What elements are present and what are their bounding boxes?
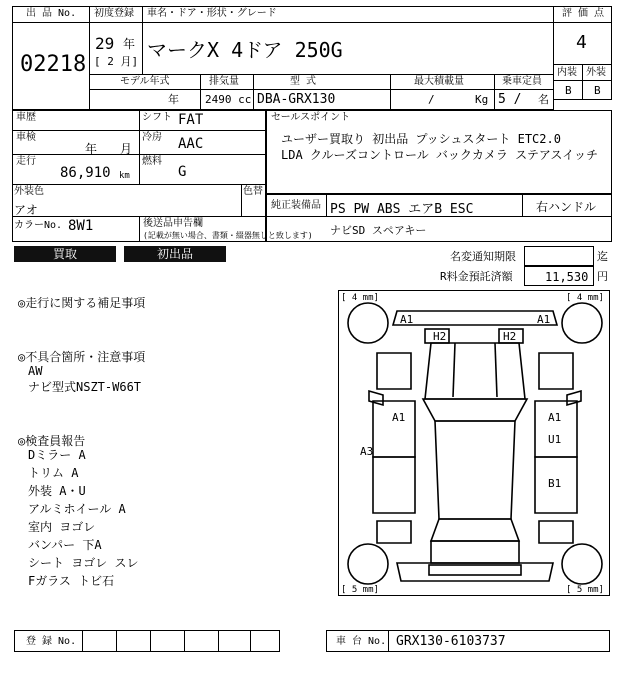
mark-left-front-door: A1 <box>392 411 406 424</box>
mark-right-door-u: U1 <box>548 433 562 446</box>
mark-right-rear: B1 <box>548 477 562 490</box>
purchase-badge: 買取 <box>14 246 116 262</box>
damage-diagram <box>338 290 610 596</box>
name-change-deadline-box <box>524 246 594 266</box>
ac-label: 冷房 <box>142 132 162 143</box>
mark-left-side: A3 <box>360 445 374 458</box>
equipment-label: 純正装備品 <box>271 200 321 211</box>
mark-headlight-right: H2 <box>503 330 517 343</box>
mark-headlight-left: H2 <box>433 330 447 343</box>
fuel: G <box>178 164 187 180</box>
mark-right-front-door: A1 <box>548 411 562 424</box>
name-change-deadline-label: 名変通知期限 <box>450 250 516 263</box>
exterior-grade: B <box>594 84 601 97</box>
capacity: 5 / <box>498 92 522 107</box>
chassis-number: GRX130-6103737 <box>396 634 506 649</box>
first-reg-year-unit: 年 <box>123 37 136 51</box>
mileage-label: 走行 <box>16 156 36 167</box>
max-load-unit: Kg <box>475 93 489 106</box>
sales-points-line1: ユーザー買取り 初出品 プッシュスタート ETC2.0 <box>281 132 561 146</box>
inspection-month: 月 <box>120 142 133 156</box>
tire-rl-depth: [ 5 mm] <box>341 585 379 595</box>
inspector-item: 外装 A・U <box>28 484 86 498</box>
vehicle-name: マークX 4ドア 250G <box>147 38 343 62</box>
chassis-number-label: 車 台 No. <box>336 636 387 647</box>
color-no: 8W1 <box>68 218 94 234</box>
first-reg-label: 初度登録 <box>94 8 134 19</box>
first-reg-month: [ 2 月] <box>94 55 139 68</box>
exterior-color: アオ <box>14 203 38 217</box>
lot-no-label: 出 品 No. <box>26 8 77 19</box>
equipment-list: PS PW ABS エアB ESC <box>330 202 474 217</box>
recycle-fee: 11,530 <box>545 270 589 284</box>
defects-title: ◎不具合箇所・注意事項 <box>18 350 146 364</box>
sales-points-label: セールスポイント <box>271 112 351 123</box>
max-load: / <box>428 93 435 106</box>
color-change-label: 色替 <box>243 186 263 197</box>
aftermarket-label: 後送品申告欄 <box>143 218 203 229</box>
exterior-color-label: 外装色 <box>14 186 44 197</box>
inspector-item: Fガラス トビ石 <box>28 574 115 588</box>
mileage: 86,910 <box>60 165 111 181</box>
first-listing-badge: 初出品 <box>124 246 226 262</box>
inspector-item: Dミラー A <box>28 448 86 462</box>
inspector-item: アルミホイール A <box>28 502 126 516</box>
exterior-label: 外装 <box>586 67 606 78</box>
lot-no: 02218 <box>20 52 87 77</box>
driving-notes-title: ◎走行に関する補足事項 <box>18 296 146 310</box>
mark-front-bumper-left: A1 <box>400 313 414 326</box>
recycle-fee-label: R料金預託済額 <box>440 270 513 283</box>
inspection-year: 年 <box>85 142 98 156</box>
defect-item: AW <box>28 364 43 378</box>
interior-label: 内装 <box>557 67 577 78</box>
model-type: DBA-GRX130 <box>257 92 336 107</box>
steering-side: 右ハンドル <box>536 200 597 214</box>
inspector-item: トリム A <box>28 466 79 480</box>
mileage-unit: km <box>119 171 130 181</box>
fuel-label: 燃料 <box>142 156 162 167</box>
type-label: 型 式 <box>290 76 317 87</box>
first-reg-year: 29 <box>95 34 115 53</box>
max-load-label: 最大積載量 <box>414 76 464 87</box>
displacement-label: 排気量 <box>209 76 239 87</box>
defect-item: ナビ型式NSZT-W66T <box>28 380 142 394</box>
vehicle-name-label: 車名・ドア・形状・グレード <box>147 8 277 19</box>
shift: FAT <box>178 112 204 128</box>
displacement: 2490 cc <box>205 93 252 106</box>
aftermarket-note: (記載が無い場合、書類・綴器無しと致します) <box>143 231 313 240</box>
interior-grade: B <box>565 84 572 97</box>
inspection-label: 車検 <box>16 132 36 143</box>
rating-score: 4 <box>576 32 587 53</box>
equipment-list-2: ナビSD スペアキー <box>330 224 427 237</box>
tire-fl-depth: [ 4 mm] <box>341 293 379 303</box>
mark-front-bumper-right: A1 <box>537 313 551 326</box>
registration-number-label: 登 録 No. <box>26 636 77 647</box>
deadline-suffix: 迄 <box>597 250 608 263</box>
tire-fr-depth: [ 4 mm] <box>566 293 604 303</box>
inspector-item: 室内 ヨゴレ <box>28 520 96 534</box>
capacity-label: 乗車定員 <box>502 76 542 87</box>
rating-label: 評 価 点 <box>562 8 605 19</box>
shift-label: シフト <box>142 112 172 123</box>
recycle-fee-unit: 円 <box>597 270 608 283</box>
tire-rr-depth: [ 5 mm] <box>566 585 604 595</box>
model-year-unit: 年 <box>168 93 179 106</box>
color-no-label: カラーNo. <box>14 220 63 231</box>
history-label: 車歴 <box>16 112 36 123</box>
car-outline <box>339 291 611 597</box>
inspector-item: シート ヨゴレ スレ <box>28 556 139 570</box>
model-year-label: モデル年式 <box>120 76 170 87</box>
ac: AAC <box>178 136 204 152</box>
sales-points-line2: LDA クルーズコントロール バックカメラ ステアスイッチ <box>281 148 598 162</box>
capacity-unit: 名 <box>538 93 549 106</box>
inspector-item: バンパー 下A <box>28 538 102 552</box>
inspector-report-title: ◎検査員報告 <box>18 434 86 448</box>
